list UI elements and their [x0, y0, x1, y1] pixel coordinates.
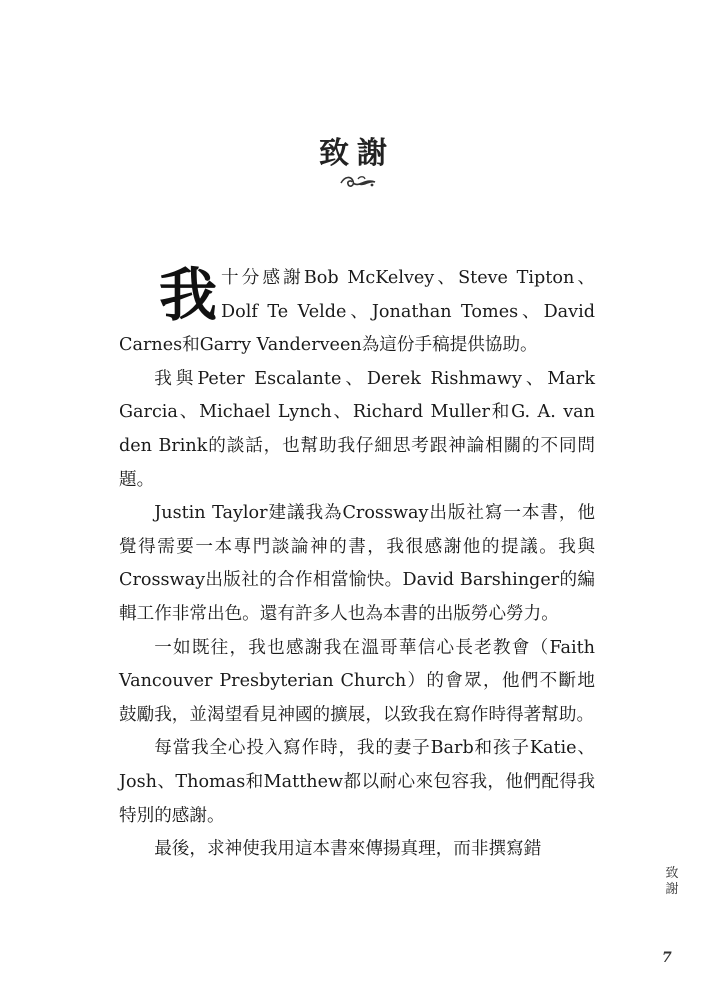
- paragraph-2: 我與Peter Escalante、Derek Rishmawy、Mark Garcia、Michael Lynch、Richard Muller和G. A. van den Brink的談話，也幫助我仔細思考跟神論相關的不同問題。: [119, 368, 595, 490]
- paragraph-1: [119, 262, 595, 363]
- drop-cap: 我: [159, 261, 218, 329]
- page-number: 7: [662, 950, 672, 966]
- paragraph-4: 一如既往，我也感謝我在溫哥華信心長老教會（Faith Vancouver Presbyterian Church）的會眾，他們不斷地鼓勵我，並渴望看見神國的擴展，以致我在寫作時得著幫助。: [119, 637, 595, 725]
- paragraph-1-text: 十分感謝Bob McKelvey、Steve Tipton、Dolf Te Velde、Jonathan Tomes、David Carnes和Garry Vanderveen為這份手稿提供協助。: [119, 268, 595, 356]
- page-title: 致謝: [319, 136, 395, 171]
- paragraph-5: 每當我全心投入寫作時，我的妻子Barb和孩子Katie、Josh、Thomas和Matthew都以耐心來包容我，他們配得我特別的感謝。: [119, 738, 595, 826]
- paragraph-3: Justin Taylor建議我為Crossway出版社寫一本書，他覺得需要一本專門談論神的書，我很感謝他的提議。我與Crossway出版社的合作相當愉快。David Barshinger的編輯工作非常出色。還有許多人也為本書的出版勞心勞力。: [119, 503, 595, 624]
- acknowledgement-body: [119, 262, 595, 867]
- paragraph-6: 最後，求神使我用這本書來傳揚真理，而非撰寫錯: [154, 839, 542, 860]
- chapter-side-tab: 致謝: [665, 866, 679, 897]
- flourish-ornament-icon: [339, 174, 377, 190]
